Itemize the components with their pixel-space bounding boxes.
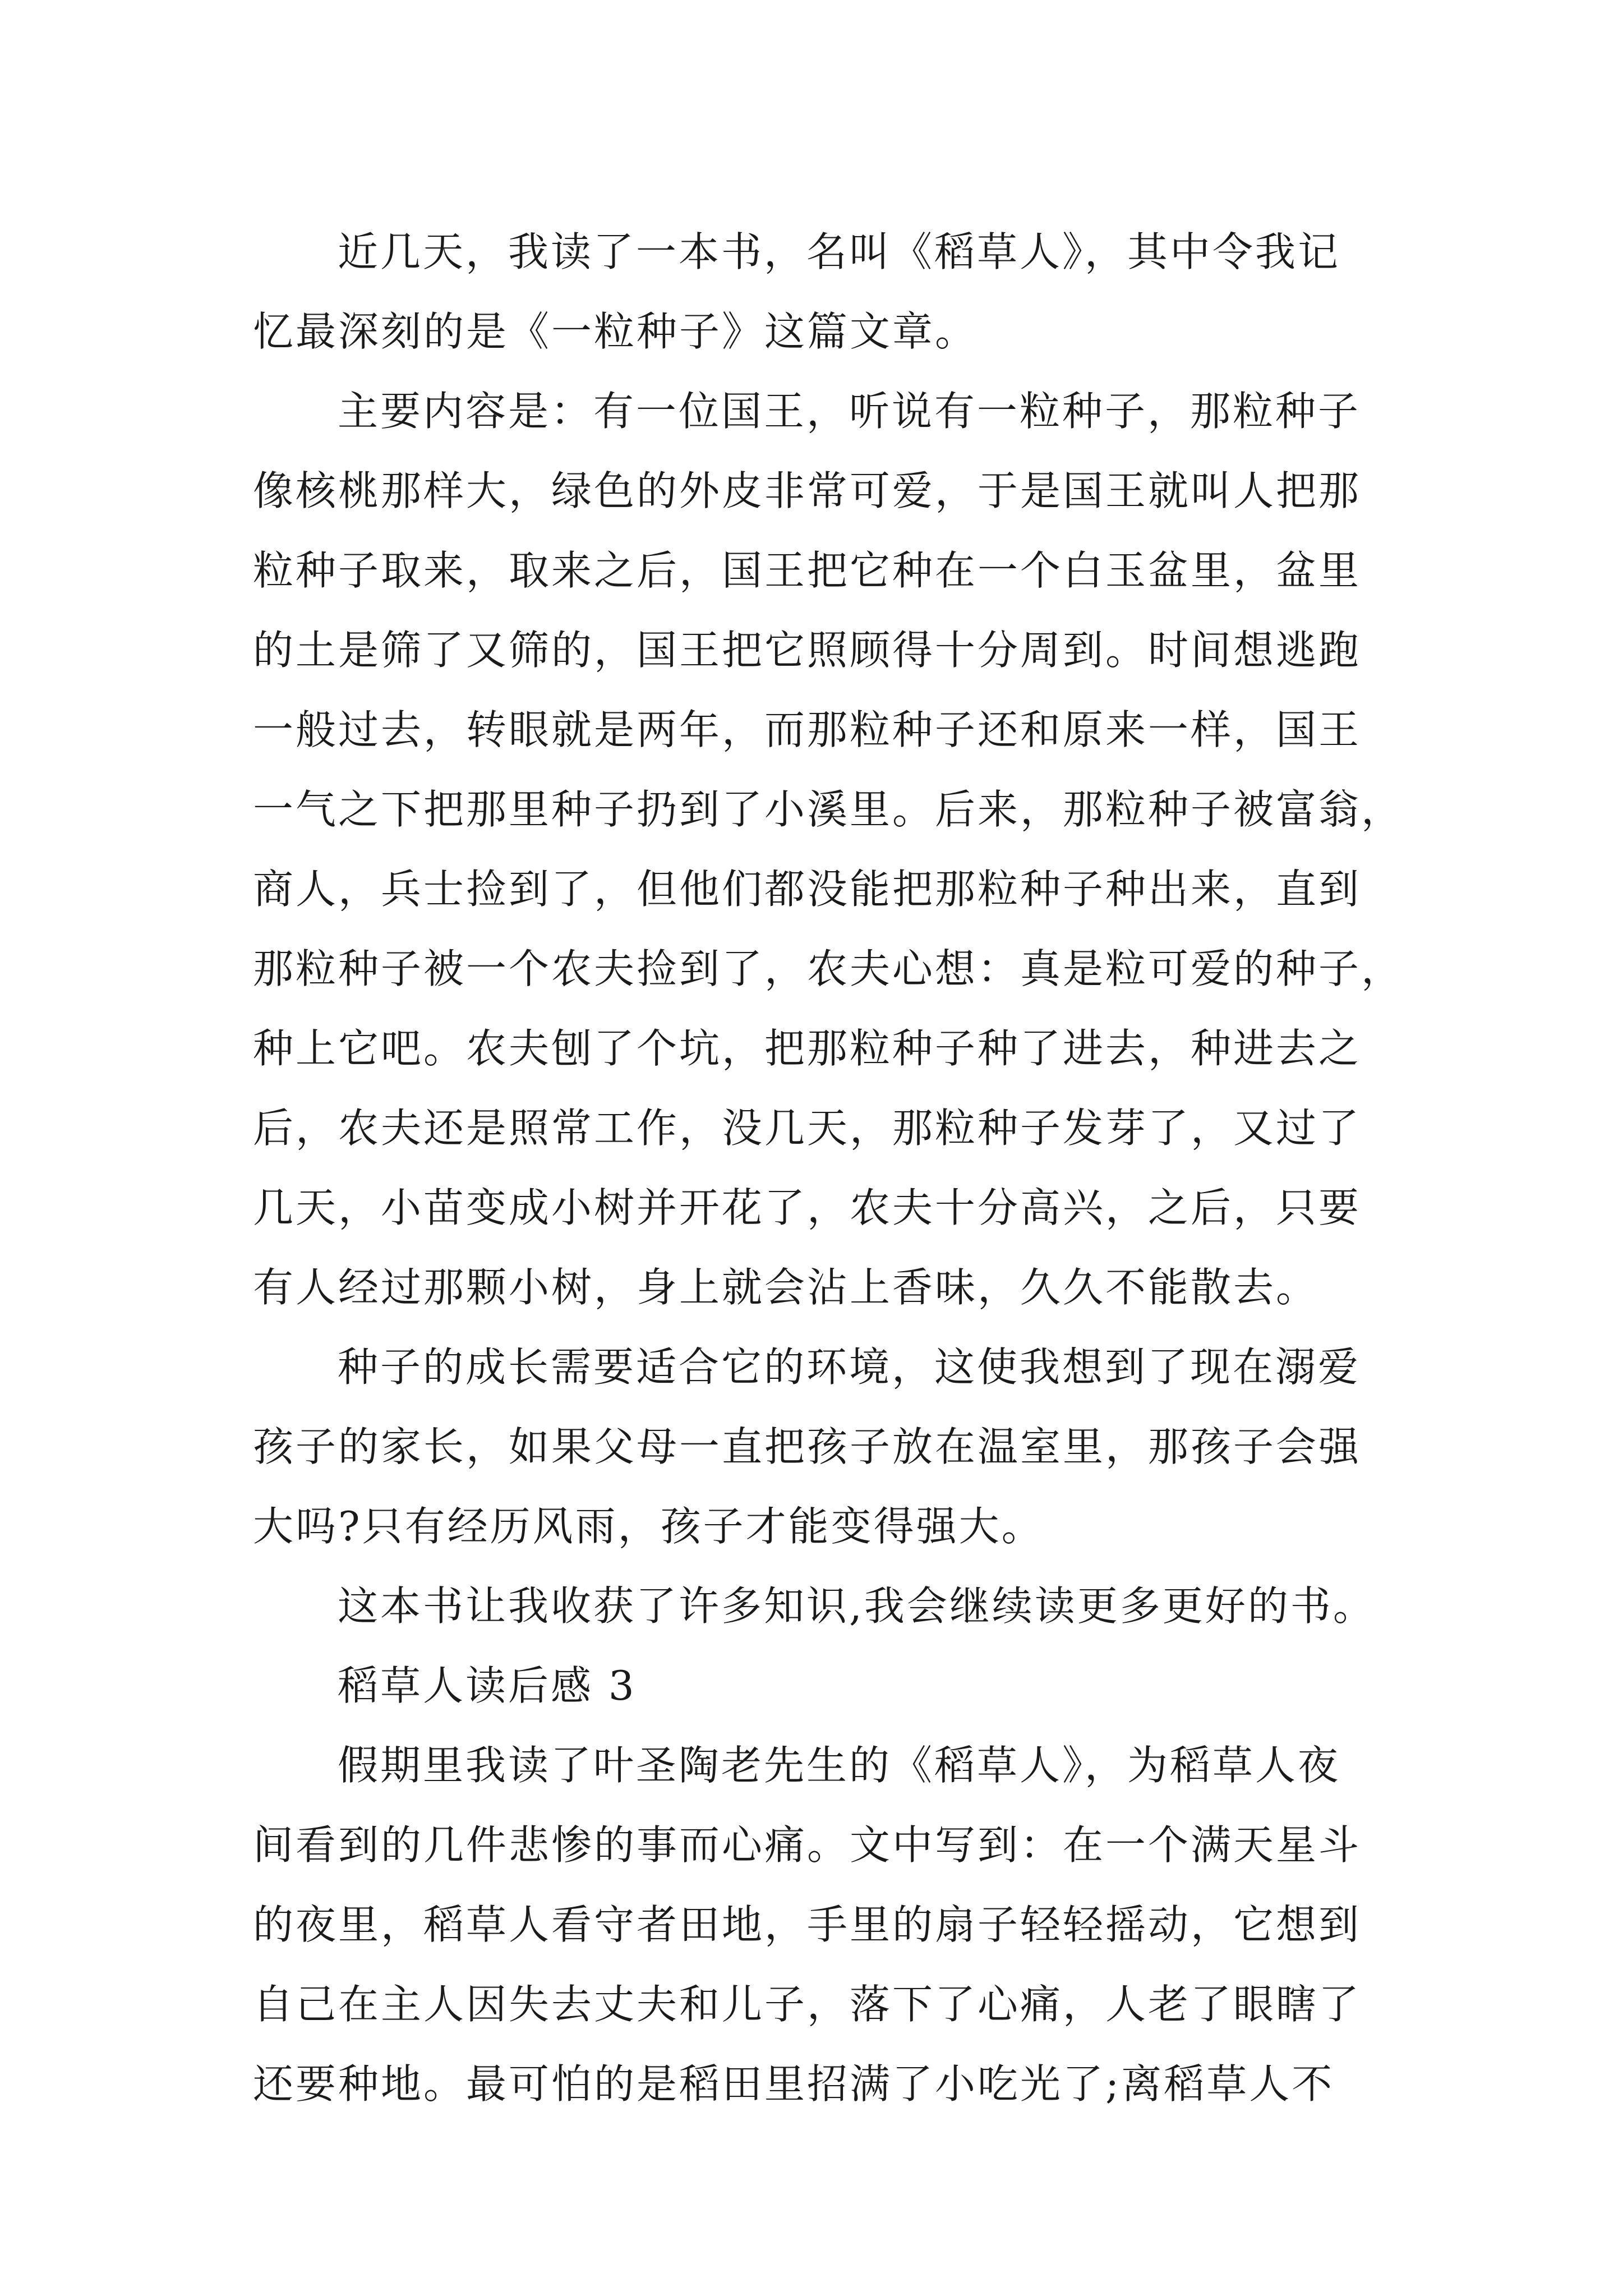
text-line: 的夜里，稻草人看守者田地，手里的扇子轻轻摇动，它想到 — [253, 1901, 1362, 1948]
text-line: 假期里我读了叶圣陶老先生的《稻草人》，为稻草人夜 — [338, 1742, 1341, 1789]
text-line: 种子的成长需要适合它的环境，这使我想到了现在溺爱 — [338, 1343, 1361, 1391]
text-line: 近几天，我读了一本书，名叫《稻草人》，其中令我记 — [338, 228, 1341, 275]
text-line: 还要种地。最可怕的是稻田里招满了小吃光了;离稻草人不 — [253, 2060, 1335, 2108]
text-line: 间看到的几件悲惨的事而心痛。文中写到：在一个满天星斗 — [253, 1821, 1362, 1869]
text-line: 大吗?只有经历风雨，孩子才能变得强大。 — [253, 1503, 1044, 1550]
text-line: 忆最深刻的是《一粒种子》这篇文章。 — [253, 308, 978, 355]
text-line: 的土是筛了又筛的，国王把它照顾得十分周到。时间想逃跑 — [253, 627, 1362, 674]
text-line: 商人，兵士捡到了，但他们都没能把那粒种子种出来，直到 — [253, 866, 1362, 913]
text-line: 一般过去，转眼就是两年，而那粒种子还和原来一样，国王 — [253, 706, 1362, 753]
text-line: 粒种子取来，取来之后，国王把它种在一个白玉盆里，盆里 — [253, 547, 1362, 594]
text-line: 后，农夫还是照常工作，没几天，那粒种子发芽了，又过了 — [253, 1105, 1362, 1152]
text-line: 像核桃那样大，绿色的外皮非常可爱，于是国王就叫人把那 — [253, 467, 1362, 514]
text-line: 几天，小苗变成小树并开花了，农夫十分高兴，之后，只要 — [253, 1184, 1362, 1231]
text-line: 主要内容是：有一位国王，听说有一粒种子，那粒种子 — [338, 388, 1361, 435]
text-line: 种上它吧。农夫刨了个坑，把那粒种子种了进去，种进去之 — [253, 1025, 1362, 1072]
text-line: 自己在主人因失去丈夫和儿子，落下了心痛，人老了眼瞎了 — [253, 1981, 1362, 2028]
text-line: 有人经过那颗小树，身上就会沾上香味，久久不能散去。 — [253, 1264, 1319, 1311]
section-heading: 稻草人读后感 3 — [338, 1662, 637, 1709]
text-line: 这本书让我收获了许多知识,我会继续读更多更好的书。 — [338, 1582, 1376, 1630]
document-body — [253, 212, 1404, 2124]
text-line: 孩子的家长，如果父母一直把孩子放在温室里，那孩子会强 — [253, 1423, 1362, 1470]
text-line: 那粒种子被一个农夫捡到了，农夫心想：真是粒可爱的种子， — [253, 945, 1404, 992]
text-line: 一气之下把那里种子扔到了小溪里。后来，那粒种子被富翁， — [253, 786, 1404, 833]
